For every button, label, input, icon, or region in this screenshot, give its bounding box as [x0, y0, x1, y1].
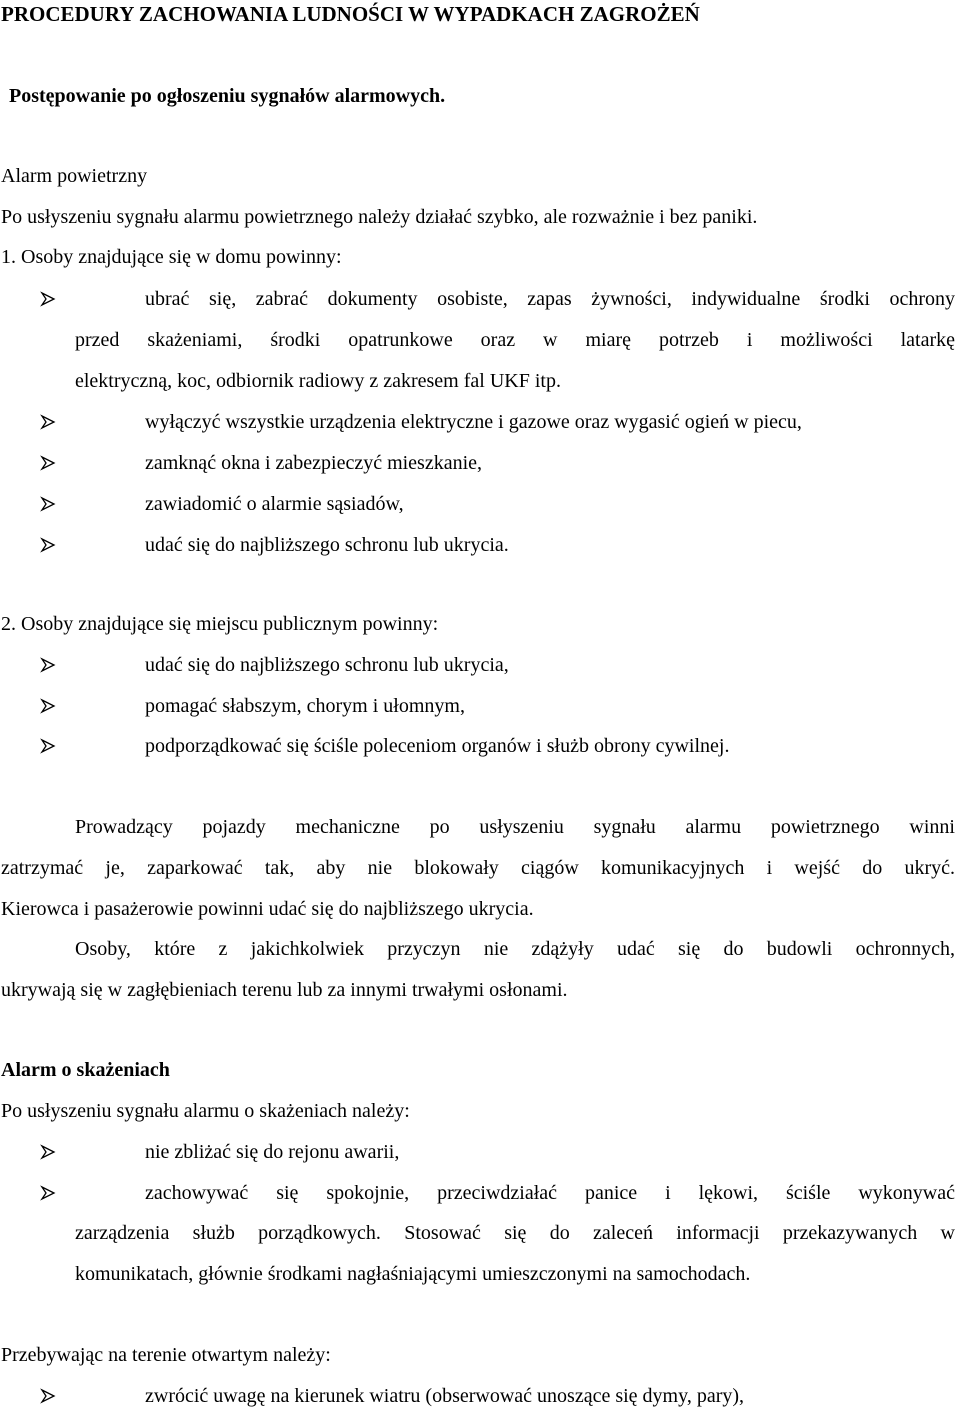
drivers-paragraph-line-1: Prowadzący pojazdy mechaniczne po usłyszeniu sygnału alarmu powietrznego winni — [75, 816, 955, 838]
home-item-5: udać się do najbliższego schronu lub ukrycia. — [145, 534, 509, 556]
arrowhead-bullet-icon — [40, 653, 58, 677]
home-item-1-line-2: przed skażeniami, środki opatrunkowe oraz w miarę potrzeb i możliwości latarkę — [75, 329, 955, 351]
contamination-item-2-line-3: komunikatach, głównie środkami nagłaśniającymi umieszczonymi na samochodach. — [75, 1263, 751, 1285]
open-area-item-1: zwrócić uwagę na kierunek wiatru (obserwować unoszące się dymy, pary), — [145, 1385, 745, 1407]
arrowhead-bullet-icon — [40, 410, 58, 434]
arrowhead-bullet-icon — [40, 1384, 58, 1408]
public-item-2: pomagać słabszym, chorym i ułomnym, — [145, 695, 465, 717]
heading-contamination-alarm: Alarm o skażeniach — [1, 1059, 170, 1081]
arrowhead-bullet-icon — [40, 1181, 58, 1205]
public-lead: 2. Osoby znajdujące się miejscu publicznym powinny: — [1, 613, 439, 635]
open-area-intro: Przebywając na terenie otwartym należy: — [1, 1344, 331, 1366]
drivers-paragraph-line-3: Kierowca i pasażerowie powinni udać się do najbliższego ukrycia. — [1, 898, 534, 920]
public-item-3: podporządkować się ściśle poleceniom organów i służb obrony cywilnej. — [145, 735, 730, 757]
public-item-1: udać się do najbliższego schronu lub ukrycia, — [145, 654, 509, 676]
arrowhead-bullet-icon — [40, 287, 58, 311]
outside-paragraph-line-2: ukrywają się w zagłębieniach terenu lub za innymi trwałymi osłonami. — [1, 979, 568, 1001]
contamination-item-2-line-2: zarządzenia służb porządkowych. Stosować się do zaleceń informacji przekazywanych w — [75, 1222, 955, 1244]
arrowhead-bullet-icon — [40, 734, 58, 758]
document-title: PROCEDURY ZACHOWANIA LUDNOŚCI W WYPADKACH ZAGROŻEŃ — [1, 2, 700, 26]
contamination-item-1: nie zbliżać się do rejonu awarii, — [145, 1141, 400, 1163]
contamination-item-2-line-1: zachowywać się spokojnie, przeciwdziałać panice i lękowi, ściśle wykonywać — [145, 1182, 955, 1204]
contamination-intro: Po usłyszeniu sygnału alarmu o skażeniach należy: — [1, 1100, 410, 1122]
air-alarm-intro: Po usłyszeniu sygnału alarmu powietrznego należy działać szybko, ale rozważnie i bez paniki. — [1, 206, 758, 228]
outside-paragraph-line-1: Osoby, które z jakichkolwiek przyczyn nie zdążyły udać się do budowli ochronnych, — [75, 938, 955, 960]
arrowhead-bullet-icon — [40, 1140, 58, 1164]
home-item-1-line-1: ubrać się, zabrać dokumenty osobiste, zapas żywności, indywidualne środki ochrony — [145, 288, 955, 310]
heading-air-alarm: Alarm powietrzny — [1, 165, 148, 187]
home-lead: 1. Osoby znajdujące się w domu powinny: — [1, 246, 342, 268]
home-item-3: zamknąć okna i zabezpieczyć mieszkanie, — [145, 452, 483, 474]
section-subtitle: Postępowanie po ogłoszeniu sygnałów alarmowych. — [9, 85, 446, 107]
home-item-4: zawiadomić o alarmie sąsiadów, — [145, 493, 404, 515]
arrowhead-bullet-icon — [40, 694, 58, 718]
home-item-1-line-3: elektryczną, koc, odbiornik radiowy z zakresem fal UKF itp. — [75, 370, 561, 392]
drivers-paragraph-line-2: zatrzymać je, zaparkować tak, aby nie blokowały ciągów komunikacyjnych i wejść do ukryć. — [1, 857, 955, 879]
arrowhead-bullet-icon — [40, 451, 58, 475]
home-item-2: wyłączyć wszystkie urządzenia elektryczne i gazowe oraz wygasić ogień w piecu, — [145, 411, 802, 433]
arrowhead-bullet-icon — [40, 533, 58, 557]
arrowhead-bullet-icon — [40, 492, 58, 516]
